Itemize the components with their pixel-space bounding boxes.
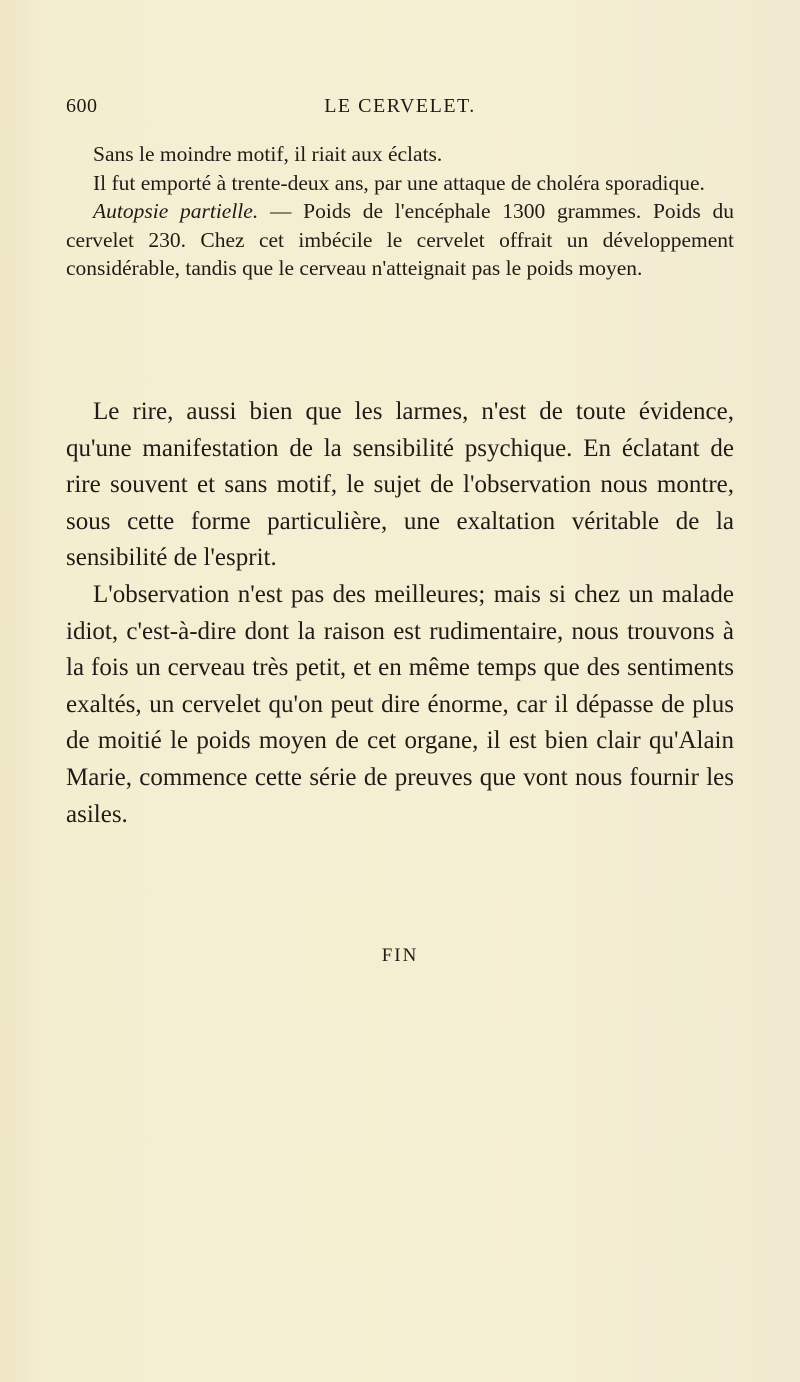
case-paragraph-autopsy <box>66 197 734 283</box>
end-marker: FIN <box>381 945 419 966</box>
page-number: 600 <box>66 95 98 117</box>
page-header <box>66 95 734 123</box>
case-observation <box>66 140 734 283</box>
autopsy-text: — Poids de l'encéphale 1300 grammes. Poids du cervelet 230. Chez cet imbécile le cervelet offrait un développement considérable, tandis que le cerveau n'atteignait pas le poids moyen. <box>66 199 734 281</box>
case-paragraph-death: Il fut emporté à trente-deux ans, par une attaque de choléra sporadique. <box>93 170 705 195</box>
autopsy-label: Autopsie partielle. <box>93 199 259 224</box>
case-paragraph-laughter: Sans le moindre motif, il riait aux éclats. <box>93 142 443 166</box>
discussion-paragraph-2: L'observation n'est pas des meilleures; mais si chez un malade idiot, c'est-à-dire dont la raison est rudimentaire, nous trouvons à la fois un cerveau très petit, et en même temps que des sentiments exaltés, un cervelet qu'on peut dire énorme, car il dépasse de plus de moitié le poids moyen de cet organe, il est bien clair qu'Alain Marie, commence cette série de preuves que vont nous fournir les asiles. <box>66 580 734 828</box>
discussion-paragraph-1: Le rire, aussi bien que les larmes, n'est de toute évidence, qu'une manifestation de la sensibilité psychique. En éclatant de rire souvent et sans motif, le sujet de l'observation nous montre, sous cette forme particulière, une exaltation véritable de la sensibilité de l'esprit. <box>66 398 734 572</box>
discussion-text <box>66 394 734 833</box>
running-title: LE CERVELET. <box>324 95 476 117</box>
